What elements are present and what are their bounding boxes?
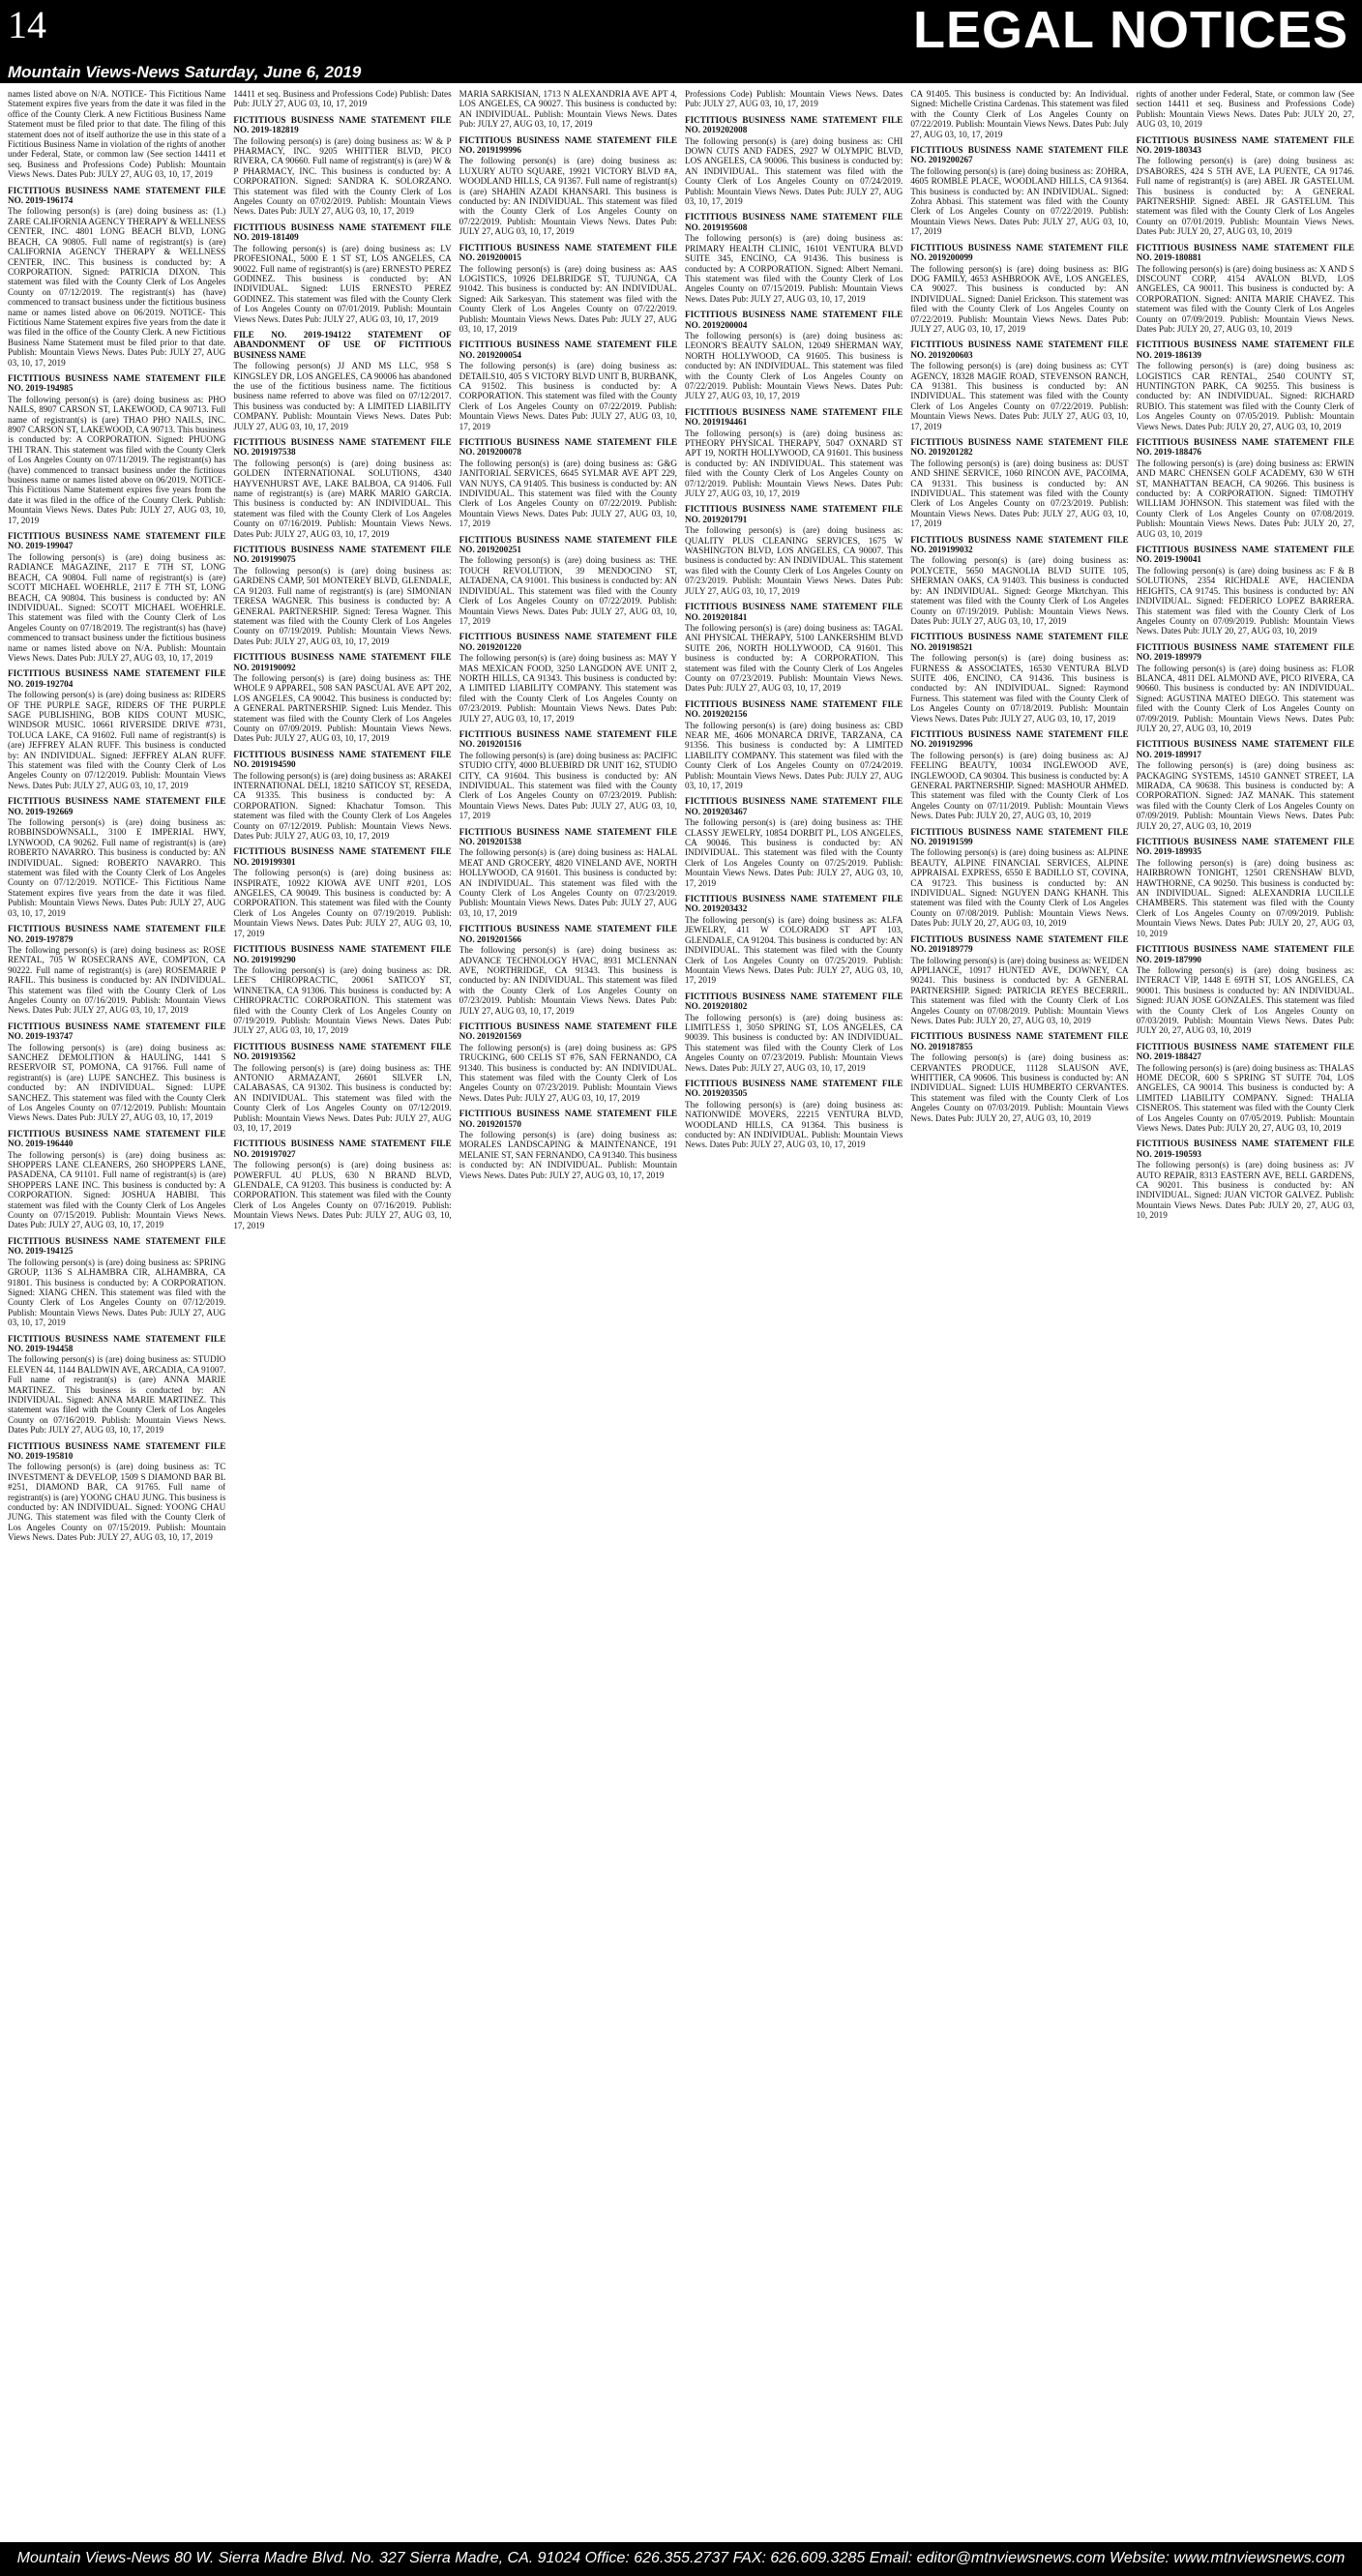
legal-notice (685, 115, 903, 207)
notice-body: The following person(s) is (are) doing business as: CBD NEAR ME, 4606 MONARCA DRIVE, TARZANA, CA 91356. This business is conducted by: A LIMITED LIABILITY COMPANY. This statement was filed with the County Clerk of Los Angeles County on 07/24/2019. Publish: Mountain Views News. Dates Pub: JULY 27, AUG 03, 10, 17, 2019 (684, 720, 903, 790)
notice-column (459, 89, 677, 2540)
legal-notice (459, 1022, 677, 1103)
legal-notice (8, 1236, 225, 1328)
legal-notice (1137, 437, 1354, 539)
notice-body: The following person(s) is (are) doing business as: ERWIN AND MARC CHENSEN GOLF ACADEMY, 630 W 6TH ST, MANHATTAN BEACH, CA 90266. This business is conducted by: A CORPORATION. Signed: TIMOTHY WILLIAM JOHNSON. This statement was filed with the County Clerk of Los Angeles County on 07/08/2019. Publish: Mountain Views News. Dates Pub: JULY 20, 27, AUG 03, 10, 2019 (1136, 458, 1354, 539)
notice-heading: FICTITIOUS BUSINESS NAME STATEMENT FILE NO. 2019201791 (684, 504, 903, 524)
notice-heading: FICTITIOUS BUSINESS NAME STATEMENT FILE NO. 2019190092 (233, 652, 452, 672)
notice-heading: FICTITIOUS BUSINESS NAME STATEMENT FILE NO. 2019199032 (910, 534, 1129, 555)
notice-body: The following person(s) is (are) doing business as: MAY Y MAS MEXICAN FOOD, 3250 LANGDON AVE UNIT 2, NORTH HILLS, CA 91343. This business is conducted by: A LIMITED LIABILITY COMPANY. This statement was filed with the County Clerk of Los Angeles County on 07/23/2019. Publish: Mountain Views News. Dates Pub: JULY 27, AUG 03, 10, 17, 2019 (459, 653, 677, 724)
notice-body: The following person(s) is (are) doing business as: X AND S DISCOUNT CORP, 4154 AVALON BLVD, LOS ANGELES, CA 90011. This business is conducted by: A CORPORATION. Signed: ANITA MARIE CHAVEZ. This statement was filed with the County Clerk of Los Angeles County on 07/09/2019. Publish: Mountain Views News. Dates Pub: JULY 20, 27, AUG 03, 10, 2019 (1136, 263, 1354, 334)
notice-body: The following person(s) is (are) doing business as: ARAKEI INTERNATIONAL DELI, 18210 SATICOY ST, RESEDA, CA 91335. This business is conducted by: A CORPORATION. Signed: Khachatur Tomson. This statement was filed with the County Clerk of Los Angeles County on 07/12/2019. Publish: Mountain Views News. Dates Pub: JULY 27, AUG 03, 10, 17, 2019 (233, 770, 452, 842)
legal-notice (8, 796, 225, 918)
notice-body: The following person(s) is (are) doing business as: RADIANCE MAGAZINE, 2117 E 7TH ST, LONG BEACH, CA 90804. Full name of registrant(s) is (are) SCOTT MICHAEL WOEHRLE, 2117 E 7TH ST, LONG BEACH, CA 90804. This business is conducted by: AN INDIVIDUAL. Signed: SCOTT MICHAEL WOEHRLE. This statement was filed with the County Clerk of Los Angeles County on 07/18/2019. The registrant(s) has (have) commenced to transact business under the fictitious business name or names listed above on N/A. Publish: Mountain Views News. Dates Pub: JULY 27, AUG 03, 10, 17, 2019 (8, 551, 226, 663)
legal-notice (233, 944, 451, 1036)
notice-body: The following person(s) is (are) doing business as: BIG DOG FAMILY, 4653 ASHBROOK AVE, LOS ANGELES, CA 90027. This business is conducted by: AN INDIVIDUAL. Signed: Daniel Erickson. This statement was filed with the County Clerk of Los Angeles County on 07/22/2019. Publish: Mountain Views News. Dates Pub: JULY 27, AUG 03, 10, 17, 2019 (910, 263, 1129, 334)
notice-body: The following person(s) is (are) doing business as: THE WHOLE 9 APPAREL, 508 SAN PASCUAL AVE APT 202, LOS ANGELES, CA 90042. This business is conducted by: A GENERAL PARTNERSHIP. Signed: Luis Mendez. This statement was filed with the County Clerk of Los Angeles County on 07/09/2019. Publish: Mountain Views News. Dates Pub: JULY 27, AUG 03, 10, 17, 2019 (233, 672, 452, 744)
legal-notice (459, 924, 677, 1016)
legal-notice (910, 1031, 1128, 1123)
notice-body: The following person(s) is (are) doing business as: ADVANCE TECHNOLOGY HVAC, 8931 MCLENNAN AVE, NORTHRIDGE, CA 91343. This business is conducted by: AN INDIVIDUAL. This statement was filed with the County Clerk of Los Angeles County on 07/23/2019. Publish: Mountain Views News. Dates Pub: JULY 27, AUG 03, 10, 17, 2019 (459, 945, 677, 1016)
notice-heading: FICTITIOUS BUSINESS NAME STATEMENT FILE NO. 2019197538 (233, 437, 452, 458)
legal-notice (910, 243, 1128, 335)
legal-notice (8, 1129, 225, 1230)
legal-notice (233, 1042, 451, 1134)
notice-heading: FICTITIOUS BUSINESS NAME STATEMENT FILE NO. 2019199301 (233, 846, 452, 867)
legal-notice (459, 1109, 677, 1180)
notice-heading: FICTITIOUS BUSINESS NAME STATEMENT FILE NO. 2019191599 (910, 826, 1129, 847)
notice-heading: FICTITIOUS BUSINESS NAME STATEMENT FILE NO. 2019201220 (459, 632, 677, 652)
notice-body: The following person(s) is (are) doing business as: NATIONWIDE MOVERS, 22215 VENTURA BLVD, WOODLAND HILLS, CA 91364. This business is conducted by: AN INDIVIDUAL. Publish: Mountain Views News. Dates Pub: JULY 27, AUG 03, 10, 17, 2019 (684, 1099, 903, 1150)
legal-notice (910, 340, 1128, 431)
notice-column (1137, 89, 1354, 2540)
legal-notice (910, 632, 1128, 724)
legal-notice (459, 729, 677, 821)
notice-heading: FICTITIOUS BUSINESS NAME STATEMENT FILE NO. 2019193562 (233, 1041, 452, 1062)
notice-heading: FICTITIOUS BUSINESS NAME STATEMENT FILE NO. 2019-188476 (1136, 437, 1354, 458)
notice-heading: FICTITIOUS BUSINESS NAME STATEMENT FILE NO. 2019194461 (684, 406, 903, 428)
notice-heading: FICTITIOUS BUSINESS NAME STATEMENT FILE NO. 2019-186139 (1136, 340, 1354, 360)
notice-column (685, 89, 903, 2540)
notice-heading: FICTITIOUS BUSINESS NAME STATEMENT FILE NO. 2019201538 (459, 826, 677, 847)
notice-body: CA 91405. This business is conducted by: An Individual. Signed: Michelle Cristina Cardenas. This statement was filed with the County Clerk of Los Angeles County on 07/22/2019. Publish: Mountain Views News. Dates Pub: July 27, AUG 03, 10, 17, 2019 (910, 89, 1129, 139)
notice-heading: FICTITIOUS BUSINESS NAME STATEMENT FILE NO. 2019189779 (910, 933, 1129, 955)
notice-heading: FICTITIOUS BUSINESS NAME STATEMENT FILE NO. 2019-192669 (8, 796, 226, 816)
legal-notice (685, 1079, 903, 1150)
notice-body: The following person(s) is (are) doing business as: RIDERS OF THE PURPLE SAGE, RIDERS OF THE PURPLE SAGE PUBLISHING, BOB KIDS COUNT MUSIC, WINDSOR MUSIC. 10661 RIVERSIDE DRIVE #731, TOLUCA LAKE, CA 91602. Full name of registrant(s) is (are) JEFFREY ALAN RUFF. This business is conducted by: AN INDIVIDUAL. Signed: JEFFREY ALAN RUFF. This statement was filed with the County Clerk of Los Angeles County on 07/12/2019. Publish: Mountain Views News. Dates Pub: JULY 27, AUG 03, 10, 17, 2019 (8, 690, 226, 790)
notice-heading: FICTITIOUS BUSINESS NAME STATEMENT FILE NO. 2019197027 (233, 1139, 452, 1159)
notice-body: The following person(s) is (are) doing business as: GARDENS CAMP, 501 MONTEREY BLVD, GLENDALE, CA 91203. Full name of registrant(s) is (are) SIMONIAN TERESA WAGNER. This business is conducted by: A GENERAL PARTNERSHIP. Signed: Teresa Wagner. This statement was filed with the County Clerk of Los Angeles County on 07/19/2019. Publish: Mountain Views News. Dates Pub: JULY 27, AUG 03, 10, 17, 2019 (233, 565, 452, 646)
notice-body: The following person(s) is (are) doing business as: CHI DOWN CUTS AND FADES, 2927 W OLYMPIC BLVD, LOS ANGELES, CA 90006. This business is conducted by: AN INDIVIDUAL. This statement was filed with the County Clerk of Los Angeles County on 07/24/2019. Publish: Mountain Views News. Dates Pub: JULY 27, AUG 03, 10, 17, 2019 (684, 135, 903, 207)
legal-notice (459, 437, 677, 529)
notice-body: The following person(s) is (are) doing business as: SHOPPERS LANE CLEANERS, 260 SHOPPERS LANE, PASADENA, CA 91101. Full name of registrant(s) is (are) SHOPPERS LANE INC. This business is conducted by: A CORPORATION. Signed: JOSHUA HABIBI. This statement was filed with the County Clerk of Los Angeles County on 07/15/2019. Publish: Mountain Views News. Dates Pub: JULY 27, AUG 03, 10, 17, 2019 (8, 1149, 226, 1230)
notice-heading: FICTITIOUS BUSINESS NAME STATEMENT FILE NO. 2019200251 (459, 534, 677, 555)
notice-heading: FICTITIOUS BUSINESS NAME STATEMENT FILE NO. 2019-180881 (1136, 242, 1354, 263)
notice-heading: FICTITIOUS BUSINESS NAME STATEMENT FILE NO. 2019-194458 (8, 1333, 226, 1353)
notice-heading: FICTITIOUS BUSINESS NAME STATEMENT FILE NO. 2019-194125 (8, 1235, 226, 1257)
masthead (0, 0, 1362, 60)
legal-notice (685, 407, 903, 499)
notice-body: rights of another under Federal, State, or common law (See section 14411 et seq. Business and Professions Code) Publish: Mountain Views News. Dates Pub: JULY 20, 27, AUG 03, 10, 2019 (1136, 89, 1354, 130)
notice-body: The following person(s) is (are) doing business as: POWERFUL 4U PLUS, 630 N BRAND BLVD, GLENDALE, CA 91203. This business is conducted by: A CORPORATION. This statement was filed with the County Clerk of Los Angeles County on 07/16/2019. Publish: Mountain Views News. Dates Pub: JULY 27, AUG 03, 10, 17, 2019 (233, 1160, 452, 1230)
notice-body: The following person(s) is (are) doing business as: W & P PHARMACY, INC. 9205 WHITTIER BLVD, PICO RIVERA, CA 90660. Full name of registrant(s) is (are) W & P PHARMACY, INC. This business is conducted by: A CORPORATION. Signed: SANDRA K. SOLORZANO. This statement was filed with the County Clerk of Los Angeles County on 07/02/2019. Publish: Mountain Views News. Dates Pub: JULY 27, AUG 03, 10, 17, 2019 (233, 135, 452, 217)
notice-heading: FICTITIOUS BUSINESS NAME STATEMENT FILE NO. 2019-180343 (1136, 134, 1354, 156)
legal-notice (1137, 739, 1354, 831)
legal-notice (685, 796, 903, 888)
notice-body: MARIA SARKISIAN, 1713 N ALEXANDRIA AVE APT 4, LOS ANGELES, CA 90027. This business is conducted by: AN INDIVIDUAL. Publish: Mountain Views News. Dates Pub: JULY 27, AUG 03, 10, 17, 2019 (459, 89, 677, 130)
notice-heading: FICTITIOUS BUSINESS NAME STATEMENT FILE NO. 2019187855 (910, 1031, 1129, 1051)
notice-column (8, 89, 225, 2540)
notice-heading: FICTITIOUS BUSINESS NAME STATEMENT FILE NO. 2019192996 (910, 728, 1129, 750)
notice-body: The following person(s) is (are) doing business as: LIMITLESS 1, 3050 SPRING ST, LOS ANGELES, CA 90039. This business is conducted by: AN INDIVIDUAL. This statement was filed with the County Clerk of Los Angeles County on 07/23/2019. Publish: Mountain Views News. Dates Pub: JULY 27, AUG 03, 10, 17, 2019 (684, 1012, 903, 1073)
notice-heading: FICTITIOUS BUSINESS NAME STATEMENT FILE NO. 2019199996 (459, 134, 677, 156)
notice-body: The following person(s) is (are) doing business as: SPRING GROUP, 1136 S ALHAMBRA CIR, ALHAMBRA, CA 91801. This business is conducted by: A CORPORATION. Signed: XIANG CHEN. This statement was filed with the County Clerk of Los Angeles County on 07/12/2019. Publish: Mountain Views News. Dates Pub: JULY 27, AUG 03, 10, 17, 2019 (8, 1257, 226, 1328)
legal-notice (1137, 1139, 1354, 1220)
notice-body: The following person(s) is (are) doing business as: CERVANTES PRODUCE, 11128 SLAUSON AVE, WHITTIER, CA 90606. This business is conducted by: AN INDIVIDUAL. Signed: LUIS HUMBERTO CERVANTES. This statement was filed with the County Clerk of Los Angeles County on 07/03/2019. Publish: Mountain Views News. Dates Pub: JULY 20, 27, AUG 03, 10, 2019 (910, 1052, 1129, 1123)
legal-notice (685, 310, 903, 401)
notice-heading: FICTITIOUS BUSINESS NAME STATEMENT FILE NO. 2019-181409 (233, 222, 452, 243)
notice-heading: FICTITIOUS BUSINESS NAME STATEMENT FILE NO. 2019-189979 (1136, 641, 1354, 663)
notice-body: The following person(s) is (are) doing business as: (1.) ZARE CALIFORNIA AGENCY THERAPY & WELLNESS CENTER, INC. 4801 LONG BEACH BLVD, LONG BEACH, CA 90805. Full name of registrant(s) is (are) CALIFORNIA AGENCY THERAPY & WELLNESS CENTER, INC. This business is conducted by: A CORPORATION. Signed: PATRICIA DIXON. This statement was filed with the County Clerk of Los Angeles County on 07/12/2019. The registrant(s) has (have) commenced to transact business under the fictitious business name or names listed above on 06/2019. NOTICE- This Fictitious Name Statement expires five years from the date it was filed in the office of the County Clerk. A new Fictitious Business Name Statement must be filed prior to that date. Publish: Mountain Views News. Dates Pub: JULY 27, AUG 03, 10, 17, 2019 (8, 206, 226, 368)
notice-body: The following person(s) is (are) doing business as: GOLDEN INTERNATIONAL SOLUTIONS, 4340 HAYVENHURST AVE, LAKE BALBOA, CA 91406. Full name of registrant(s) is (are) MARK MARIO GARCIA. This business is conducted by: AN INDIVIDUAL. This statement was filed with the County Clerk of Los Angeles County on 07/16/2019. Publish: Mountain Views News. Dates Pub: JULY 27, AUG 03, 10, 17, 2019 (233, 458, 452, 539)
notice-body: The following person(s) is (are) doing business as: LEONOR'S BEAUTY SALON, 12049 SHERMAN WAY, NORTH HOLLYWOOD, CA 91605. This business is conducted by: AN INDIVIDUAL. This statement was filed with the County Clerk of Los Angeles County on 07/22/2019. Publish: Mountain Views News. Dates Pub: JULY 27, AUG 03, 10, 17, 2019 (684, 330, 903, 401)
notice-body: The following person(s) is (are) doing business as: LOGISTICS CAR RENTAL, 2540 COUNTY ST, HUNTINGTON PARK, CA 90255. This business is conducted by: AN INDIVIDUAL. Signed: RICHARD RUBIO. This statement was filed with the County Clerk of Los Angeles County on 07/05/2019. Publish: Mountain Views News. Dates Pub: JULY 20, 27, AUG 03, 10, 2019 (1136, 361, 1354, 431)
legal-notice (459, 827, 677, 919)
notice-body: The following person(s) is (are) doing business as: HALAL MEAT AND GROCERY, 4820 VINELAND AVE, NORTH HOLLYWOOD, CA 91601. This business is conducted by: AN INDIVIDUAL. This statement was filed with the County Clerk of Los Angeles County on 07/23/2019. Publish: Mountain Views News. Dates Pub: JULY 27, AUG 03, 10, 17, 2019 (459, 847, 677, 918)
legal-notice (8, 924, 225, 1016)
legal-notice (233, 545, 451, 646)
notice-body: The following person(s) is (are) doing business as: TC INVESTMENT & DEVELOP, 1509 S DIAMOND BAR BL #251, DIAMOND BAR, CA 91765. Full name of registrant(s) is (are) YOONG CHAU JUNG. This business is conducted by: AN INDIVIDUAL. Signed: YOONG CHAU JUNG. This statement was filed with the County Clerk of Los Angeles County on 07/15/2019. Publish: Mountain Views News. Dates Pub: JULY 27, AUG 03, 10, 17, 2019 (8, 1462, 226, 1543)
notice-body: The following person(s) is (are) doing business as: PTHEORY PHYSICAL THERAPY, 5047 OXNARD ST APT 19, NORTH HOLLYWOOD, CA 91601. This business is conducted by: AN INDIVIDUAL. This statement was filed with the County Clerk of Los Angeles County on 07/12/2019. Publish: Mountain Views News. Dates Pub: JULY 27, AUG 03, 10, 17, 2019 (684, 428, 903, 499)
notice-body: The following person(s) is (are) doing business as: DETAILS10, 405 S VICTORY BLVD UNIT B, BURBANK, CA 91502. This business is conducted by: A CORPORATION. This statement was filed with the County Clerk of Los Angeles County on 07/22/2019. Publish: Mountain Views News. Dates Pub: JULY 27, AUG 03, 10, 17, 2019 (459, 361, 677, 431)
notice-body: The following person(s) is (are) doing business as: JV AUTO REPAIR, 8313 EASTERN AVE, BELL GARDENS, CA 90201. This business is conducted by: AN INDIVIDUAL. Signed: JUAN VICTOR GALVEZ. Publish: Mountain Views News. Dates Pub: JULY 20, 27, AUG 03, 10, 2019 (1136, 1160, 1354, 1221)
notice-heading: FICTITIOUS BUSINESS NAME STATEMENT FILE NO. 2019-189917 (1136, 739, 1354, 759)
legal-notice (459, 340, 677, 431)
notice-heading: FICTITIOUS BUSINESS NAME STATEMENT FILE NO. 2019200603 (910, 340, 1129, 360)
notice-body: The following person(s) is (are) doing business as: THALAS HOME DECOR, 600 S SPRING ST SUITE 704, LOS ANGELES, CA 90014. This business is conducted by: A LIMITED LIABILITY COMPANY. Signed: THALIA CISNEROS. This statement was filed with the County Clerk of Los Angeles County on 07/05/2019. Publish: Mountain Views News. Dates Pub: JULY 20, 27, AUG 03, 10, 2019 (1136, 1062, 1354, 1133)
notice-body: The following person(s) is (are) doing business as: PACIFIC STUDIO CITY, 4000 BLUEBIRD DR UNIT 162, STUDIO CITY, CA 91604. This business is conducted by: AN INDIVIDUAL. This statement was filed with the County Clerk of Los Angeles County on 07/23/2019. Publish: Mountain Views News. Dates Pub: JULY 27, AUG 03, 10, 17, 2019 (459, 750, 677, 821)
notice-column (233, 89, 451, 2540)
legal-notice (459, 535, 677, 627)
legal-notice (910, 934, 1128, 1026)
notice-heading: FICTITIOUS BUSINESS NAME STATEMENT FILE NO. 2019-182819 (233, 114, 452, 135)
legal-notice (685, 699, 903, 791)
legal-notice (8, 186, 225, 368)
notice-column (910, 89, 1128, 2540)
section-title: LEGAL NOTICES (912, 1, 1348, 59)
notice-heading: FICTITIOUS BUSINESS NAME STATEMENT FILE NO. 2019200015 (459, 242, 677, 263)
notice-heading: FICTITIOUS BUSINESS NAME STATEMENT FILE NO. 2019195608 (684, 212, 903, 232)
legal-notice (685, 89, 903, 109)
legal-notice (685, 602, 903, 694)
notice-body: The following person(s) is (are) doing business as: PACKAGING SYSTEMS, 14510 GANNET STREET, LA MIRADA, CA 90638. This business is conducted by: A CORPORATION. Signed: JAZ MANAK. This statement was filed with the County Clerk of Los Angeles County on 07/09/2019. Publish: Mountain Views News. Dates Pub: JULY 20, 27, AUG 03, 10, 2019 (1136, 760, 1354, 831)
notice-heading: FICTITIOUS BUSINESS NAME STATEMENT FILE NO. 2019201282 (910, 437, 1129, 458)
legal-notice (459, 135, 677, 237)
notice-body: The following person(s) is (are) doing business as: F & B SOLUTIONS, 2354 RICHDALE AVE, HACIENDA HEIGHTS, CA 91745. This business is conducted by: AN INDIVIDUAL. Signed: FEDERICO LOPEZ BARRERA. This statement was filed with the County Clerk of Los Angeles County on 07/09/2019. Publish: Mountain Views News. Dates Pub: JULY 20, 27, AUG 03, 10, 2019 (1136, 565, 1354, 637)
notice-heading: FICTITIOUS BUSINESS NAME STATEMENT FILE NO. 2019200099 (910, 242, 1129, 263)
legal-notice (233, 1139, 451, 1230)
notice-heading: FICTITIOUS BUSINESS NAME STATEMENT FILE NO. 2019-196440 (8, 1128, 226, 1149)
notice-body: The following person(s) is (are) doing business as: G&G JANITORIAL SERVICES, 6645 SYLMAR AVE APT 229, VAN NUYS, CA 91405. This business is conducted by: AN INDIVIDUAL. This statement was filed with the County Clerk of Los Angeles County on 07/22/2019. Publish: Mountain Views News. Dates Pub: JULY 27, AUG 03, 10, 17, 2019 (459, 458, 677, 529)
legal-notice (1137, 545, 1354, 637)
notice-body: The following person(s) is (are) doing business as: SANCHEZ DEMOLITION & HAULING, 1441 S RESERVOIR ST, POMONA, CA 91766. Full name of registrant(s) is (are) LUPE SANCHEZ. This business is conducted by: AN INDIVIDUAL. Signed: LUPE SANCHEZ. This statement was filed with the County Clerk of Los Angeles County on 07/12/2019. Publish: Mountain Views News. Dates Pub: JULY 27, AUG 03, 10, 17, 2019 (8, 1042, 226, 1123)
legal-notice (459, 243, 677, 335)
notice-body: The following person(s) is (are) doing business as: HAIRBROWN TONIGHT, 12501 CRENSHAW BLVD, HAWTHORNE, CA 90250. This business is conducted by: AN INDIVIDUAL. Signed: ALEXANDRIA LUCILLE CHAMBERS. This statement was filed with the County Clerk of Los Angeles County on 07/09/2019. Publish: Mountain Views News. Dates Pub: JULY 20, 27, AUG 03, 10, 2019 (1136, 857, 1354, 938)
notice-body: Professions Code) Publish: Mountain Views News. Dates Pub: JULY 27, AUG 03, 10, 17, 2019 (684, 89, 903, 109)
notice-body: 14411 et seq. Business and Professions Code) Publish: Dates Pub: JULY 27, AUG 03, 10, 17, 2019 (233, 89, 452, 109)
notice-body: The following person(s) is (are) doing business as: ALFA JEWELRY, 411 W COLORADO ST APT 103, GLENDALE, CA 91204. This business is conducted by: AN INDIVIDUAL. This statement was filed with the County Clerk of Los Angeles County on 07/25/2019. Publish: Mountain Views News. Dates Pub: JULY 27, AUG 03, 10, 17, 2019 (684, 914, 903, 986)
notice-heading: FICTITIOUS BUSINESS NAME STATEMENT FILE NO. 2019203467 (684, 796, 903, 816)
publication-line-bar (0, 60, 1362, 83)
legal-notice (8, 89, 225, 180)
notice-body: The following person(s) is (are) doing business as: AAS LOGISTICS, 10926 DELBRIDGE ST, TUJUNGA, CA 91042. This business is conducted by: AN INDIVIDUAL. Signed: Aik Sarkesyan. This statement was filed with the County Clerk of Los Angeles County on 07/22/2019. Publish: Mountain Views News. Dates Pub: JULY 27, AUG 03, 10, 17, 2019 (459, 263, 677, 334)
notice-heading: FICTITIOUS BUSINESS NAME STATEMENT FILE NO. 2019-189935 (1136, 837, 1354, 857)
legal-notice (1137, 89, 1354, 130)
notice-heading: FICTITIOUS BUSINESS NAME STATEMENT FILE NO. 2019201569 (459, 1021, 677, 1042)
notice-heading: FICTITIOUS BUSINESS NAME STATEMENT FILE NO. 2019200267 (910, 145, 1129, 165)
legal-notice (910, 535, 1128, 627)
notice-body: The following person(s) is (are) doing business as: ROBBINSDOWNSALL, 3100 E IMPERIAL HWY, LYNWOOD, CA 90262. Full name of registrant(s) is (are) ROBERTO NAVARRO. This business is conducted by: AN INDIVIDUAL. Signed: ROBERTO NAVARRO. This statement was filed with the County Clerk of Los Angeles County on 07/12/2019. NOTICE- This Fictitious Name Statement expires five years from the date it was filed. Publish: Mountain Views News. Dates Pub: JULY 27, AUG 03, 10, 17, 2019 (8, 817, 226, 918)
notice-heading: FICTITIOUS BUSINESS NAME STATEMENT FILE NO. 2019203505 (684, 1078, 903, 1099)
notice-body: The following person(s) is (are) doing business as: AJ FEELING BEAUTY, 10034 INGLEWOOD AVE, INGLEWOOD, CA 90304. This business is conducted by: A GENERAL PARTNERSHIP. Signed: MASHOUR AHMED. This statement was filed with the County Clerk of Los Angeles County on 07/11/2019. Publish: Mountain Views News. Dates Pub: JULY 20, 27, AUG 03, 10, 2019 (910, 750, 1129, 821)
notice-heading: FICTITIOUS BUSINESS NAME STATEMENT FILE NO. 2019201570 (459, 1109, 677, 1129)
legal-notice (910, 89, 1128, 139)
notice-body: The following person(s) is (are) doing business as: THE CLASSY JEWELRY, 10854 DORBIT PL, LOS ANGELES, CA 90046. This business is conducted by: AN INDIVIDUAL. This statement was filed with the County Clerk of Los Angeles County on 07/25/2019. Publish: Mountain Views News. Dates Pub: JULY 27, AUG 03, 10, 17, 2019 (684, 817, 903, 888)
notice-body: The following person(s) is (are) doing business as: D'SABORES, 424 S 5TH AVE, LA PUENTE, CA 91746. Full name of registrant(s) is (are) ABEL JR GASTELUM. This business is conducted by: A GENERAL PARTNERSHIP. Signed: ABEL JR GASTELUM. This statement was filed with the County Clerk of Los Angeles County on 07/01/2019. Publish: Mountain Views News. Dates Pub: JULY 20, 27, AUG 03, 10, 2019 (1136, 156, 1354, 237)
notice-heading: FICTITIOUS BUSINESS NAME STATEMENT FILE NO. 2019194590 (233, 749, 452, 770)
notice-heading: FICTITIOUS BUSINESS NAME STATEMENT FILE NO. 2019-195810 (8, 1440, 226, 1461)
notice-body: The following person(s) is (are) doing business as: LUXURY AUTO SQUARE, 19921 VICTORY BLVD #A, WOODLAND HILLS, CA 91367. Full name of registrant(s) is (are) SHAHIN AZADI KHANSARI. This business is conducted by: AN INDIVIDUAL. This statement was filed with the County Clerk of Los Angeles County on 07/22/2019. Publish: Mountain Views News. Dates Pub: JULY 27, AUG 03, 10, 17, 2019 (459, 156, 677, 237)
notice-body: The following person(s) is (are) doing business as: DUST AND SHINE SERVICE, 1060 RINCON AVE, PACOIMA, CA 91331. This business is conducted by: AN INDIVIDUAL. This statement was filed with the County Clerk of Los Angeles County on 07/23/2019. Publish: Mountain Views News. Dates Pub: JULY 27, AUG 03, 10, 17, 2019 (910, 458, 1129, 529)
notice-body: The following person(s) is (are) doing business as: DR. LEE'S CHIROPRACTIC, 20061 SATICOY ST, WINNETKA, CA 91306. This business is conducted by: A CHIROPRACTIC CORPORATION. This statement was filed with the County Clerk of Los Angeles County on 07/19/2019. Publish: Mountain Views News. Dates Pub: JULY 27, AUG 03, 10, 17, 2019 (233, 964, 452, 1036)
legal-notice (8, 1441, 225, 1543)
page-number: 14 (8, 3, 46, 46)
notice-heading: FILE NO. 2019-194122 STATEMENT OF ABANDONMENT OF USE OF FICTITIOUS BUSINESS NAME (233, 329, 452, 360)
legal-notice (1137, 944, 1354, 1036)
legal-notice (8, 668, 225, 790)
legal-notice (1137, 340, 1354, 431)
legal-notice (233, 750, 451, 842)
legal-notice (8, 373, 225, 525)
notice-body: The following person(s) is (are) doing business as: QUALITY PLUS CLEANING SERVICES, 1675 W WASHINGTON BLVD, LOS ANGELES, CA 90007. This business is conducted by: AN INDIVIDUAL. This statement was filed with the County Clerk of Los Angeles County on 07/23/2019. Publish: Mountain Views News. Dates Pub: JULY 27, AUG 03, 10, 17, 2019 (684, 525, 903, 596)
legal-notice (233, 330, 451, 431)
notice-body: The following person(s) is (are) doing business as: ROSE RENTAL, 705 W ROSECRANS AVE, COMPTON, CA 90222. Full name of registrant(s) is (are) ROSEMARIE P RAFIL. This business is conducted by: AN INDIVIDUAL. This statement was filed with the County Clerk of Los Angeles County on 07/16/2019. Publish: Mountain Views News. Dates Pub: JULY 27, AUG 03, 10, 17, 2019 (8, 944, 226, 1016)
legal-notice (1137, 243, 1354, 335)
notice-body: The following person(s) is (are) doing business as: MORALES LANDSCAPING & MAINTENANCE, 191 MELANIE ST, SAN FERNANDO, CA 91340. This business is conducted by: AN INDIVIDUAL. Publish: Mountain Views News. Dates Pub: JULY 27, AUG 03, 10, 17, 2019 (459, 1130, 677, 1180)
legal-notice (459, 89, 677, 130)
legal-notice (685, 504, 903, 596)
notice-heading: FICTITIOUS BUSINESS NAME STATEMENT FILE NO. 2019-199047 (8, 531, 226, 551)
legal-notice (233, 437, 451, 539)
notice-heading: FICTITIOUS BUSINESS NAME STATEMENT FILE NO. 2019199290 (233, 944, 452, 964)
notice-heading: FICTITIOUS BUSINESS NAME STATEMENT FILE NO. 2019198521 (910, 632, 1129, 652)
notice-heading: FICTITIOUS BUSINESS NAME STATEMENT FILE NO. 2019200054 (459, 340, 677, 360)
notice-body: The following person(s) is (are) doing business as: PHO NAILS, 8907 CARSON ST, LAKEWOOD, CA 90713. Full name of registrant(s) is (are) THAO PHO NAILS, INC. 8907 CARSON ST, LAKEWOOD, CA 90713. This business is conducted by: A CORPORATION. Signed: PHUONG THI TRAN. This statement was filed with the County Clerk of Los Angeles County on 07/11/2019. The registrant(s) has (have) commenced to transact business under the fictitious business name or names listed above on 06/2019. NOTICE- This Fictitious Name Statement expires five years from the date it was filed in the office of the County Clerk. Publish: Mountain Views News. Dates Pub: JULY 27, AUG 03, 10, 17, 2019 (8, 394, 226, 525)
notice-heading: FICTITIOUS BUSINESS NAME STATEMENT FILE NO. 2019-190593 (1136, 1139, 1354, 1159)
notice-body: The following person(s) is (are) doing business as: TAGAL ANI PHYSICAL THERAPY, 5100 LANKERSHIM BLVD SUITE 206, NORTH HOLLYWOOD, CA 91601. This business is conducted by: A CORPORATION. This statement was filed with the County Clerk of Los Angeles County on 07/23/2019. Publish: Mountain Views News. Dates Pub: JULY 27, AUG 03, 10, 17, 2019 (684, 622, 903, 694)
footer-contact-line: Mountain Views-News 80 W. Sierra Madre Blvd. No. 327 Sierra Madre, CA. 91024 Office: 626.355.2737 FAX: 626.609.3285 Email: editor@mtnviewsnews.com Website: www.mtnviewsnews.com (16, 2550, 1346, 2566)
notice-body: The following person(s) is (are) doing business as: ALPINE BEAUTY, ALPINE FINANCIAL SERVICES, ALPINE APPRAISAL EXPRESS, 6550 E BADILLO ST, COVINA, CA 91723. This business is conducted by: AN INDIVIDUAL. Signed: NGUYEN DANG KHANH. This statement was filed with the County Clerk of Los Angeles County on 07/08/2019. Publish: Mountain Views News. Dates Pub: JULY 20, 27, AUG 03, 10, 2019 (910, 847, 1129, 929)
legal-notice (8, 1022, 225, 1123)
legal-notice (1137, 1042, 1354, 1134)
notice-body: The following person(s) is (are) doing business as: INSPIRATE, 10922 KIOWA AVE UNIT #201, LOS ANGELES, CA 90049. This business is conducted by: A CORPORATION. This statement was filed with the County Clerk of Los Angeles County on 07/19/2019. Publish: Mountain Views News. Dates Pub: JULY 27, AUG 03, 10, 17, 2019 (233, 868, 452, 938)
legal-notice (685, 212, 903, 304)
legal-notice (1137, 837, 1354, 938)
legal-notice (910, 437, 1128, 529)
legal-notice (685, 894, 903, 986)
notice-body: The following person(s) JJ AND MS LLC, 958 S KINGSLEY DR, LOS ANGELES, CA 90006 has abandoned the use of the fictitious business name. The fictitious business name referred to above was filed on 07/12/2017. This business was conducted by: A LIMITED LIABILITY COMPANY. Publish: Mountain Views News. Dates Pub: JULY 27, AUG 03, 10, 17, 2019 (233, 361, 452, 431)
legal-notice (8, 531, 225, 663)
legal-notice (233, 222, 451, 324)
publication-line: Mountain Views-News Saturday, June 6, 2019 (8, 63, 362, 81)
notice-heading: FICTITIOUS BUSINESS NAME STATEMENT FILE NO. 2019-192704 (8, 668, 226, 689)
footer-bar (0, 2542, 1362, 2576)
legal-notice (910, 729, 1128, 821)
legal-notice (1137, 135, 1354, 237)
notice-body: The following person(s) is (are) doing business as: STUDIO ELEVEN 44, 1144 BALDWIN AVE, ARCADIA, CA 91007. Full name of registrant(s) is (are) ANNA MARIE MARTINEZ. This business is conducted by: AN INDIVIDUAL. Signed: ANNA MARIE MARTINEZ. This statement was filed with the County Clerk of Los Angeles County on 07/16/2019. Publish: Mountain Views News. Dates Pub: JULY 27, AUG 03, 10, 17, 2019 (8, 1354, 226, 1436)
notice-heading: FICTITIOUS BUSINESS NAME STATEMENT FILE NO. 2019-197879 (8, 924, 226, 944)
notice-body: The following person(s) is (are) doing business as: LV PROFESIONAL, 5000 E 1 ST ST, LOS ANGELES, CA 90022. Full name of registrant(s) is (are) ERNESTO PEREZ GODINEZ. This business is conducted by: AN INDIVIDUAL. Signed: LUIS ERNESTO PEREZ GODINEZ. This statement was filed with the County Clerk of Los Angeles County on 07/01/2019. Publish: Mountain Views News. Dates Pub: JULY 27, AUG 03, 10, 17, 2019 (233, 243, 452, 324)
notice-heading: FICTITIOUS BUSINESS NAME STATEMENT FILE NO. 2019-190041 (1136, 545, 1354, 565)
notice-body: The following person(s) is (are) doing business as: PRIMARY HEALTH CLINIC, 16101 VENTURA BLVD SUITE 345, ENCINO, CA 91436. This business is conducted by: A CORPORATION. Signed: Albert Nemani. This statement was filed with the County Clerk of Los Angeles County on 07/15/2019. Publish: Mountain Views News. Dates Pub: JULY 27, AUG 03, 10, 17, 2019 (684, 233, 903, 304)
legal-notice-columns (8, 89, 1354, 2540)
legal-notice (233, 846, 451, 938)
legal-notice (233, 89, 451, 109)
notice-body: The following person(s) is (are) doing business as: CYT AGENCY, 18328 MAGIE ROAD, STEVENSON RANCH, CA 91381. This business is conducted by: AN INDIVIDUAL. This statement was filed with the County Clerk of Los Angeles County on 07/22/2019. Publish: Mountain Views News. Dates Pub: JULY 27, AUG 03, 10, 17, 2019 (910, 361, 1129, 431)
notice-body: The following person(s) is (are) doing business as: THE TOUCH REVOLUTION, 39 MENDOCINO ST, ALTADENA, CA 91001. This business is conducted by: AN INDIVIDUAL. This statement was filed with the County Clerk of Los Angeles County on 07/22/2019. Publish: Mountain Views News. Dates Pub: JULY 27, AUG 03, 10, 17, 2019 (459, 555, 677, 626)
notice-heading: FICTITIOUS BUSINESS NAME STATEMENT FILE NO. 2019199075 (233, 545, 452, 565)
notice-heading: FICTITIOUS BUSINESS NAME STATEMENT FILE NO. 2019201566 (459, 924, 677, 944)
notice-heading: FICTITIOUS BUSINESS NAME STATEMENT FILE NO. 2019-193747 (8, 1021, 226, 1042)
notice-body: The following person(s) is (are) doing business as: ZOHRA, 4605 ROMBLE PLACE, WOODLAND HILLS, CA 91364. This business is conducted by: AN INDIVIDUAL. Signed: Zohra Abbasi. This statement was filed with the County Clerk of Los Angeles County on 07/22/2019. Publish: Mountain Views News. Dates Pub: JULY 27, AUG 03, 10, 17, 2019 (910, 165, 1129, 237)
notice-body: The following person(s) is (are) doing business as: FURNESS & ASSOCIATES, 16530 VENTURA BLVD SUITE 406, ENCINO, CA 91436. This business is conducted by: AN INDIVIDUAL. Signed: Raymond Furness. This statement was filed with the County Clerk of Los Angeles County on 07/18/2019. Publish: Mountain Views News. Dates Pub: JULY 27, AUG 03, 10, 17, 2019 (910, 653, 1129, 724)
notice-heading: FICTITIOUS BUSINESS NAME STATEMENT FILE NO. 2019-194985 (8, 372, 226, 394)
notice-heading: FICTITIOUS BUSINESS NAME STATEMENT FILE NO. 2019202156 (684, 698, 903, 720)
notice-heading: FICTITIOUS BUSINESS NAME STATEMENT FILE NO. 2019200078 (459, 437, 677, 458)
legal-notice (233, 115, 451, 217)
notice-heading: FICTITIOUS BUSINESS NAME STATEMENT FILE NO. 2019202008 (684, 114, 903, 135)
legal-notice (8, 1334, 225, 1436)
legal-notice (233, 652, 451, 744)
notice-heading: FICTITIOUS BUSINESS NAME STATEMENT FILE NO. 2019201802 (684, 991, 903, 1012)
notice-body: The following person(s) is (are) doing business as: WEIDEN APPLIANCE, 10917 HUNTED AVE, DOWNEY, CA 90241. This business is conducted by: A GENERAL PARTNERSHIP. Signed: PATRICIA REYES BECERRIL. This statement was filed with the County Clerk of Los Angeles County on 07/08/2019. Publish: Mountain Views News. Dates Pub: JULY 20, 27, AUG 03, 10, 2019 (910, 955, 1129, 1025)
notice-body: The following person(s) is (are) doing business as: INTERACT VIP, 1448 E 69TH ST, LOS ANGELES, CA 90001. This business is conducted by: AN INDIVIDUAL. Signed: JUAN JOSE GONZALES. This statement was filed with the County Clerk of Los Angeles County on 07/03/2019. Publish: Mountain Views News. Dates Pub: JULY 20, 27, AUG 03, 10, 2019 (1136, 964, 1354, 1036)
notice-body: The following person(s) is (are) doing business as: FLOR BLANCA, 4811 DEL ALMOND AVE, PICO RIVERA, CA 90660. This business is conducted by: AN INDIVIDUAL. Signed: AGUSTINA MATEO DIEGO. This statement was filed with the County Clerk of Los Angeles County on 07/09/2019. Publish: Mountain Views News. Dates Pub: JULY 20, 27, AUG 03, 10, 2019 (1136, 663, 1354, 733)
notice-body: The following person(s) is (are) doing business as: THE ANTONIO ARMAZANT, 26601 SILVER LN, CALABASAS, CA 91302. This business is conducted by: AN INDIVIDUAL. This statement was filed with the County Clerk of Los Angeles County on 07/12/2019. Publish: Mountain Views News. Dates Pub: JULY 27, AUG 03, 10, 17, 2019 (233, 1062, 452, 1133)
notice-heading: FICTITIOUS BUSINESS NAME STATEMENT FILE NO. 2019-196174 (8, 185, 226, 206)
legal-notice (1137, 642, 1354, 734)
notice-heading: FICTITIOUS BUSINESS NAME STATEMENT FILE NO. 2019201516 (459, 728, 677, 750)
notice-body: The following person(s) is (are) doing business as: GPS TRUCKING, 600 CELIS ST #76, SAN FERNANDO, CA 91340. This business is conducted by: AN INDIVIDUAL. This statement was filed with the County Clerk of Los Angeles County on 07/23/2019. Publish: Mountain Views News. Dates Pub: JULY 27, AUG 03, 10, 17, 2019 (459, 1042, 677, 1103)
notice-body: names listed above on N/A. NOTICE- This Fictitious Name Statement expires five years from the date it was filed in the office of the County Clerk. A new Fictitious Business Name Statement must be filed prior to that date. The filing of this statement does not of itself authorize the use in this state of a Fictitious Business Name in violation of the rights of another under Federal, State, or common law (See section 14411 et seq. Business and Professions Code) Publish: Mountain Views News. Dates Pub: JULY 27, AUG 03, 10, 17, 2019 (8, 89, 226, 180)
notice-body: The following person(s) is (are) doing business as: POLYCETE, 5650 MAGNOLIA BLVD SUITE 105, SHERMAN OAKS, CA 91403. This business is conducted by: AN INDIVIDUAL. Signed: George Mkrtchyan. This statement was filed with the County Clerk of Los Angeles County on 07/19/2019. Publish: Mountain Views News. Dates Pub: JULY 27, AUG 03, 10, 17, 2019 (910, 555, 1129, 626)
notice-heading: FICTITIOUS BUSINESS NAME STATEMENT FILE NO. 2019203432 (684, 894, 903, 914)
legal-notice (910, 827, 1128, 929)
notice-heading: FICTITIOUS BUSINESS NAME STATEMENT FILE NO. 2019-188427 (1136, 1041, 1354, 1062)
legal-notice (910, 145, 1128, 237)
notice-heading: FICTITIOUS BUSINESS NAME STATEMENT FILE NO. 2019201841 (684, 602, 903, 622)
notice-heading: FICTITIOUS BUSINESS NAME STATEMENT FILE NO. 2019200004 (684, 310, 903, 330)
legal-notice (459, 632, 677, 724)
legal-notice (685, 992, 903, 1073)
notice-heading: FICTITIOUS BUSINESS NAME STATEMENT FILE NO. 2019-187990 (1136, 944, 1354, 964)
